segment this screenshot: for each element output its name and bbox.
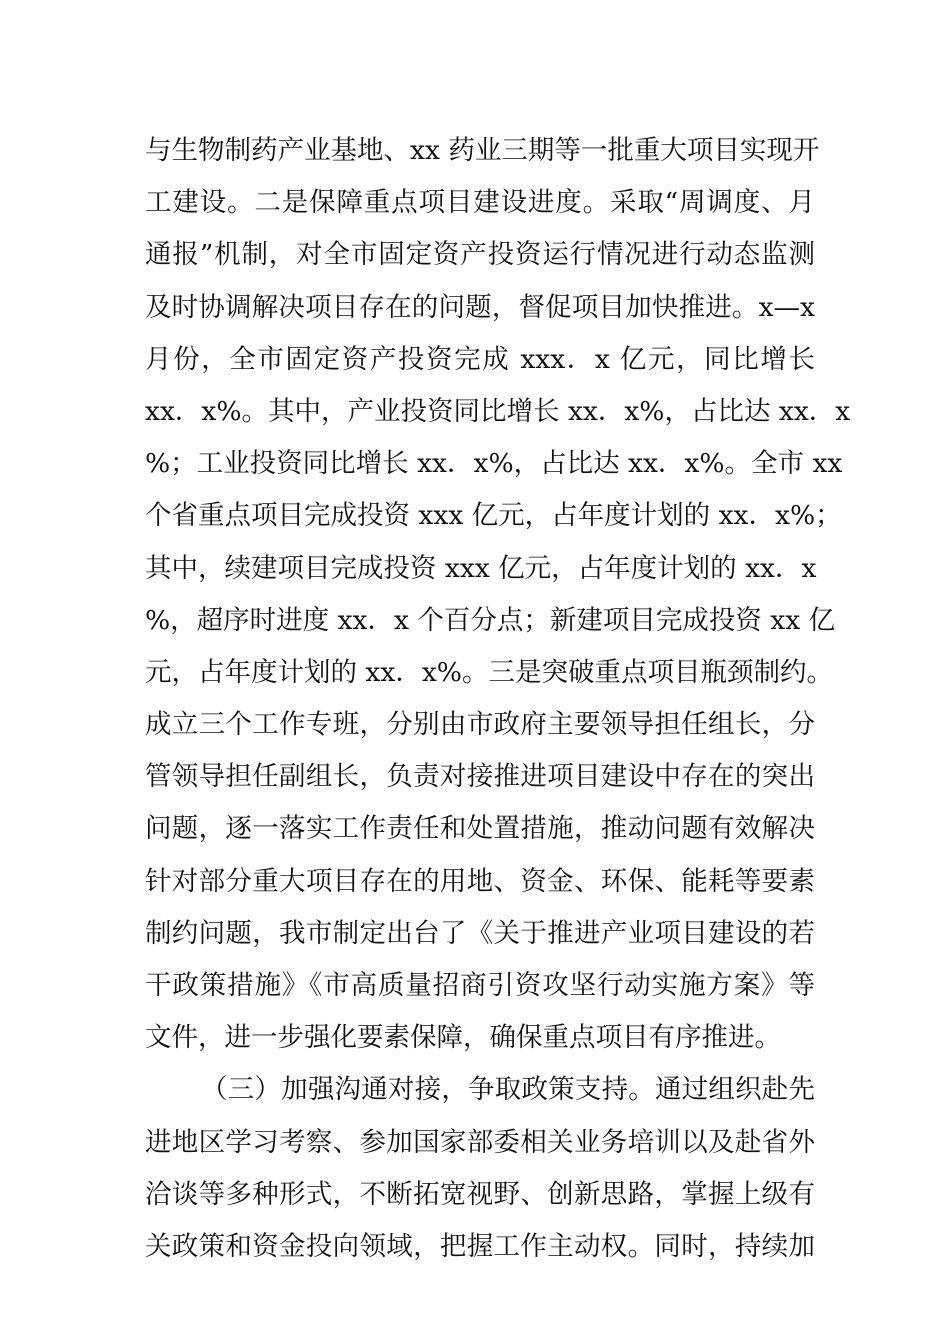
text-line: 元，占年度计划的 xx．x%。三是突破重点项目瓶颈制约。 [145, 656, 833, 688]
section-heading-line: （三）加强沟通对接，争取政策支持。通过组织赴先 [201, 1074, 815, 1106]
text-line: xx．x%。其中，产业投资同比增长 xx．x%，占比达 xx．x [145, 395, 851, 427]
document-body [145, 125, 851, 1273]
text-line: 成立三个工作专班，分别由市政府主要领导担任组长，分 [145, 709, 815, 741]
text-line: 制约问题，我市制定出台了《关于推进产业项目建设的若 [145, 917, 815, 949]
text-line: 洽谈等多种形式，不断拓宽视野、创新思路，掌握上级有 [145, 1178, 815, 1210]
text-line: 针对部分重大项目存在的用地、资金、环保、能耗等要素 [145, 865, 815, 897]
text-line: 其中，续建项目完成投资 xxx 亿元，占年度计划的 xx．x [145, 552, 817, 584]
text-line: 通报”机制，对全市固定资产投资运行情况进行动态监测 [145, 239, 815, 271]
text-line: 问题，逐一落实工作责任和处置措施，推动问题有效解决 [145, 813, 815, 845]
text-line: 月份，全市固定资产投资完成 xxx．x 亿元，同比增长 [145, 343, 815, 375]
text-line: 与生物制药产业基地、xx 药业三期等一批重大项目实现开 [145, 135, 820, 166]
text-line: %，超序时进度 xx．x 个百分点；新建项目完成投资 xx 亿 [145, 604, 836, 636]
text-line: 干政策措施》《市高质量招商引资攻坚行动实施方案》等 [145, 970, 815, 1001]
text-line: 及时协调解决项目存在的问题，督促项目加快推进。x—x [145, 291, 815, 323]
text-line: 工建设。二是保障重点项目建设进度。采取“周调度、月 [145, 187, 815, 219]
text-line: 个省重点项目完成投资 xxx 亿元，占年度计划的 xx．x%； [145, 500, 842, 532]
text-line: 关政策和资金投向领域，把握工作主动权。同时，持续加 [145, 1230, 815, 1262]
text-line: %；工业投资同比增长 xx．x%，占比达 xx．x%。全市 xx [145, 448, 843, 480]
paragraph-last-line: 文件，进一步强化要素保障，确保重点项目有序推进。 [145, 1022, 781, 1054]
text-line: 管领导担任副组长，负责对接推进项目建设中存在的突出 [145, 761, 815, 793]
text-line: 进地区学习考察、参加国家部委相关业务培训以及赴省外 [145, 1126, 815, 1158]
